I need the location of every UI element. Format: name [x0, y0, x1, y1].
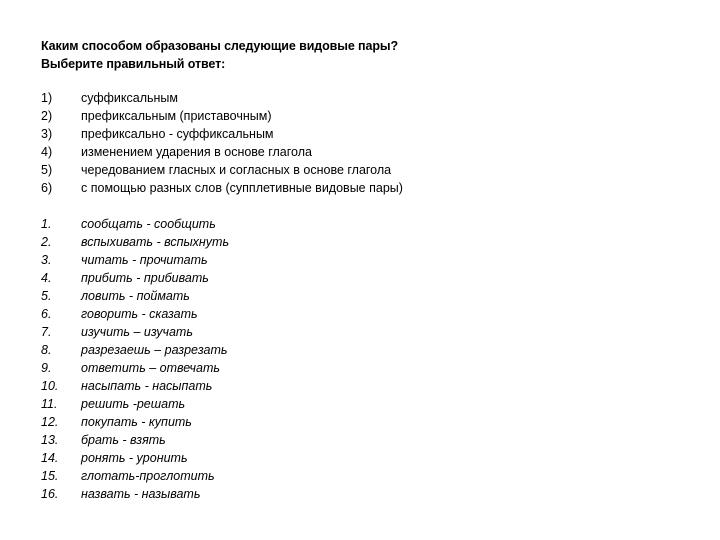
option-number: 6)	[41, 181, 53, 195]
pair-number: 9.	[41, 361, 52, 375]
option-item-3	[41, 125, 403, 143]
question-line-1: Каким способом образованы следующие видовые пары?	[41, 39, 398, 53]
pair-number: 10.	[41, 379, 59, 393]
pair-number: 3.	[41, 253, 52, 267]
pair-number: 1.	[41, 217, 52, 231]
pair-item-11	[41, 395, 229, 413]
pair-item-13	[41, 431, 229, 449]
pair-number: 4.	[41, 271, 52, 285]
pair-text: читать - прочитать	[81, 253, 208, 267]
option-item-2	[41, 107, 403, 125]
pair-text: прибить - прибивать	[81, 271, 209, 285]
option-text: префиксальным (приставочным)	[81, 109, 272, 123]
option-text: с помощью разных слов (супплетивные видовые пары)	[81, 181, 403, 195]
question-line-2: Выберите правильный ответ:	[41, 57, 226, 71]
pair-item-16	[41, 485, 229, 503]
option-number: 5)	[41, 163, 53, 177]
pair-item-8	[41, 341, 229, 359]
verb-pairs-list	[41, 215, 229, 503]
pair-number: 2.	[41, 235, 52, 249]
pair-text: ловить - поймать	[81, 289, 190, 303]
pair-text: ронять - уронить	[81, 451, 188, 465]
pair-number: 16.	[41, 487, 59, 501]
option-item-1	[41, 89, 403, 107]
pair-text: глотать-проглотить	[81, 469, 215, 483]
pair-number: 8.	[41, 343, 52, 357]
pair-item-14	[41, 449, 229, 467]
pair-number: 13.	[41, 433, 59, 447]
pair-text: разрезаешь – разрезать	[81, 343, 228, 357]
pair-number: 6.	[41, 307, 52, 321]
option-text: чередованием гласных и согласных в основе глагола	[81, 163, 392, 177]
option-number: 3)	[41, 127, 53, 141]
pair-item-4	[41, 269, 229, 287]
pair-item-1	[41, 215, 229, 233]
option-text: изменением ударения в основе глагола	[81, 145, 312, 159]
pair-item-10	[41, 377, 229, 395]
pair-item-15	[41, 467, 229, 485]
pair-text: покупать - купить	[81, 415, 192, 429]
pair-item-6	[41, 305, 229, 323]
pair-number: 12.	[41, 415, 59, 429]
pair-item-5	[41, 287, 229, 305]
option-item-6	[41, 179, 403, 197]
pair-item-2	[41, 233, 229, 251]
pair-item-9	[41, 359, 229, 377]
pair-item-7	[41, 323, 229, 341]
pair-text: насыпать - насыпать	[81, 379, 213, 393]
pair-text: вспыхивать - вспыхнуть	[81, 235, 230, 249]
option-text: префиксально - суффиксальным	[81, 127, 274, 141]
pair-number: 11.	[41, 397, 58, 411]
pair-number: 5.	[41, 289, 52, 303]
option-number: 4)	[41, 145, 53, 159]
answer-options-list	[41, 89, 403, 197]
pair-text: назвать - называть	[81, 487, 201, 501]
pair-text: ответить – отвечать	[81, 361, 220, 375]
question-title	[41, 37, 398, 73]
pair-number: 15.	[41, 469, 59, 483]
option-item-4	[41, 143, 403, 161]
pair-text: решить -решать	[81, 397, 186, 411]
option-item-5	[41, 161, 403, 179]
pair-item-3	[41, 251, 229, 269]
pair-text: изучить – изучать	[81, 325, 193, 339]
pair-number: 14.	[41, 451, 59, 465]
option-text: суффиксальным	[81, 91, 179, 105]
pair-text: сообщать - сообщить	[81, 217, 216, 231]
option-number: 1)	[41, 91, 53, 105]
pair-text: брать - взять	[81, 433, 166, 447]
pair-item-12	[41, 413, 229, 431]
option-number: 2)	[41, 109, 53, 123]
pair-number: 7.	[41, 325, 52, 339]
pair-text: говорить - сказать	[81, 307, 198, 321]
